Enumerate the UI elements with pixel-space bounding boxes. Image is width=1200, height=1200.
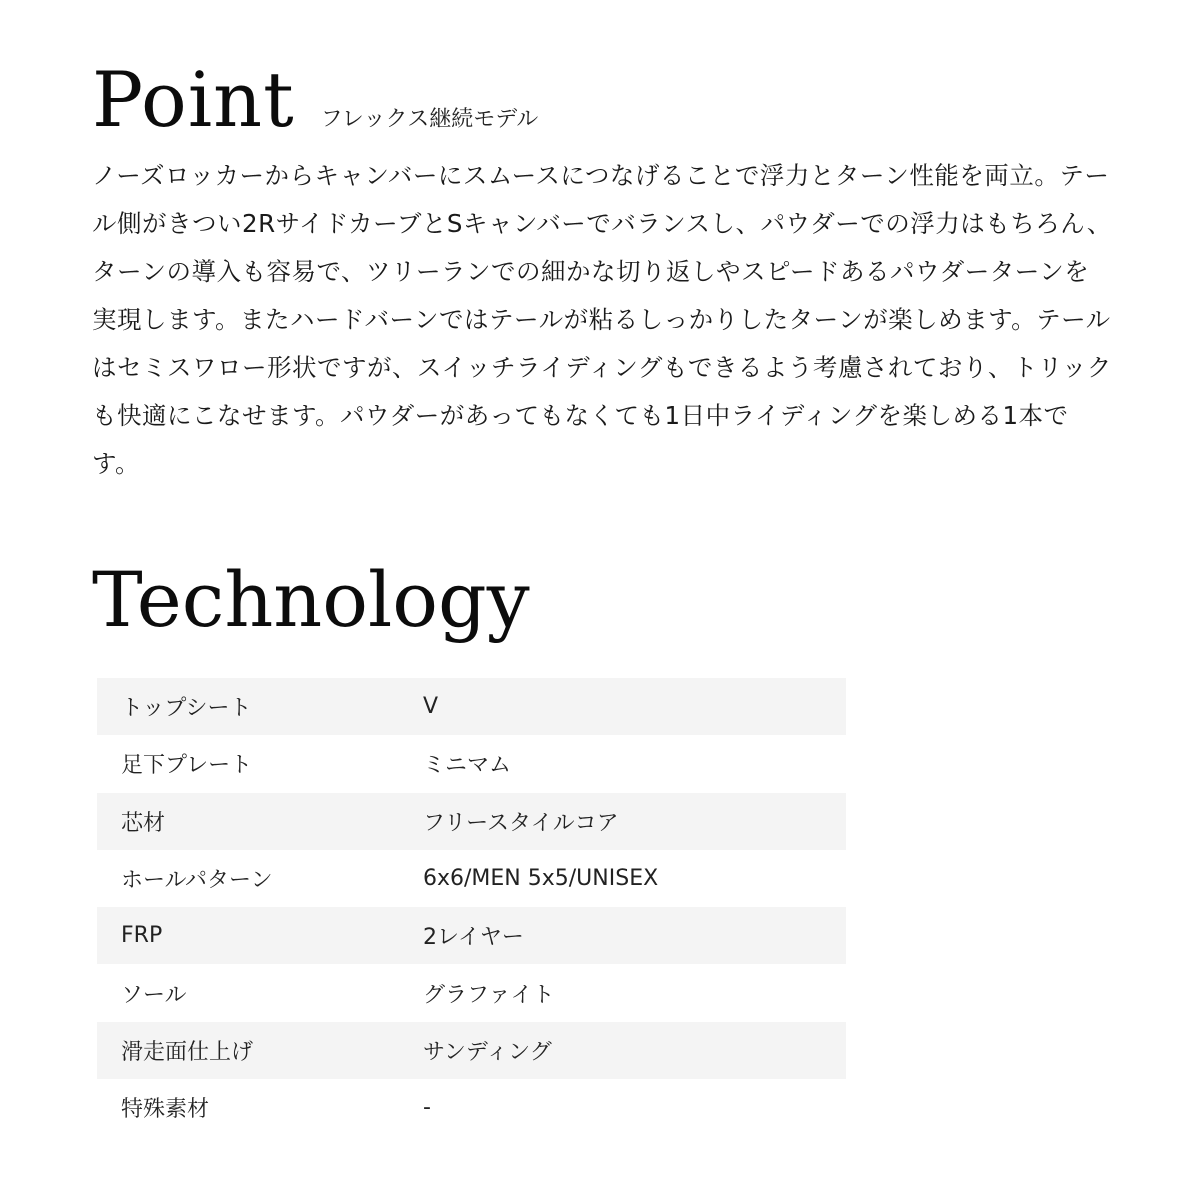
spec-row-special-material — [97, 1079, 846, 1136]
spec-row-topsheet — [97, 678, 846, 735]
spec-label: ソール — [121, 982, 187, 1008]
point-header — [92, 55, 1122, 144]
technology-spec-table — [97, 678, 846, 1136]
spec-value: サンディング — [423, 1039, 552, 1065]
spec-value: ミニマム — [423, 753, 512, 779]
spec-label: 滑走面仕上げ — [121, 1039, 254, 1065]
spec-row-frp — [97, 907, 846, 964]
spec-value: 2レイヤー — [423, 925, 524, 951]
technology-title: Technology — [92, 555, 530, 644]
point-description: ノーズロッカーからキャンバーにスムースにつなげることで浮力とターン性能を両立。テール側がきつい2RサイドカーブとSキャンバーでバランスし、パウダーでの浮力はもちろん、ターンの導入も容易で、ツリーランでの細かな切り返しやスピードあるパウダーターンを実現します。またハードバーンではテールが粘るしっかりしたターンが楽しめます。テールはセミスワロー形状ですが、スイッチライディングもできるよう考慮されており、トリックも快適にこなせます。パウダーがあってもなくても1日中ライディングを楽しめる1本です。 — [92, 161, 1112, 478]
point-section — [92, 55, 1122, 488]
spec-label: FRP — [121, 923, 163, 949]
spec-value: - — [423, 1095, 431, 1121]
point-subtitle: フレックス継続モデル — [320, 107, 539, 132]
spec-label: 足下プレート — [121, 753, 253, 779]
spec-value: フリースタイルコア — [423, 810, 619, 836]
spec-row-sole — [97, 964, 846, 1021]
spec-row-core — [97, 793, 846, 850]
point-title: Point — [92, 55, 295, 144]
spec-value: V — [423, 694, 439, 720]
spec-value: グラファイト — [423, 982, 555, 1008]
spec-row-hole-pattern — [97, 850, 846, 907]
spec-label: 特殊素材 — [121, 1097, 210, 1123]
spec-label: ホールパターン — [121, 868, 273, 894]
spec-row-plate — [97, 735, 846, 792]
spec-label: 芯材 — [121, 810, 166, 836]
spec-label: トップシート — [121, 696, 252, 722]
spec-row-base-finish — [97, 1022, 846, 1079]
spec-value: 6x6/MEN 5x5/UNISEX — [423, 866, 659, 892]
